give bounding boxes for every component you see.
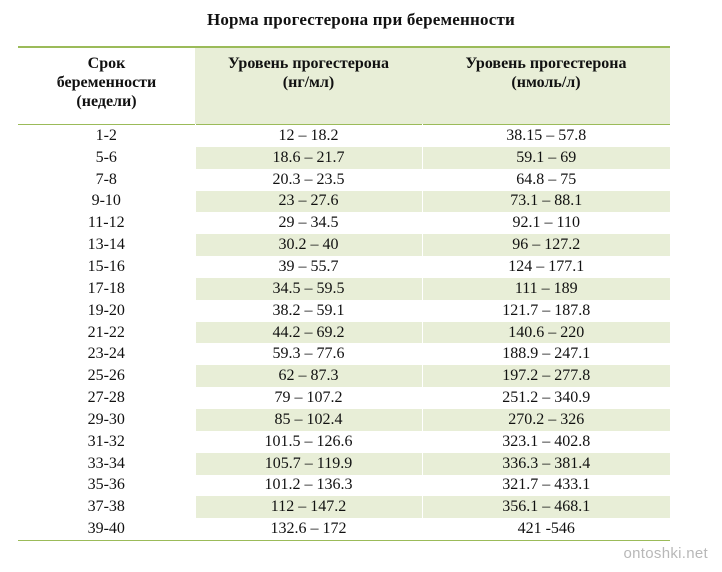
cell-level-nmol-l: 140.6 – 220 <box>422 322 670 344</box>
table-row <box>18 387 670 409</box>
table-row <box>18 343 670 365</box>
header-line: (недели) <box>76 93 137 110</box>
cell-level-ng-ml: 34.5 – 59.5 <box>195 278 422 300</box>
cell-level-nmol-l: 356.1 – 468.1 <box>422 496 670 518</box>
cell-level-ng-ml: 39 – 55.7 <box>195 256 422 278</box>
cell-level-nmol-l: 111 – 189 <box>422 278 670 300</box>
table-row <box>18 212 670 234</box>
cell-level-nmol-l: 251.2 – 340.9 <box>422 387 670 409</box>
cell-level-nmol-l: 270.2 – 326 <box>422 409 670 431</box>
table-row <box>18 169 670 191</box>
table-row <box>18 496 670 518</box>
cell-level-nmol-l: 92.1 – 110 <box>422 212 670 234</box>
header-level-nmol-l <box>422 47 670 125</box>
cell-level-ng-ml: 112 – 147.2 <box>195 496 422 518</box>
cell-term-weeks: 7-8 <box>18 169 195 191</box>
header-line: Срок <box>87 55 126 72</box>
cell-term-weeks: 19-20 <box>18 300 195 322</box>
header-line: беременности <box>56 74 157 91</box>
cell-term-weeks: 23-24 <box>18 343 195 365</box>
table-row <box>18 475 670 497</box>
cell-level-nmol-l: 321.7 – 433.1 <box>422 475 670 497</box>
table-row <box>18 409 670 431</box>
table-row <box>18 256 670 278</box>
header-term-weeks <box>18 47 195 125</box>
table-row <box>18 278 670 300</box>
cell-term-weeks: 17-18 <box>18 278 195 300</box>
cell-level-ng-ml: 85 – 102.4 <box>195 409 422 431</box>
cell-term-weeks: 11-12 <box>18 212 195 234</box>
cell-level-nmol-l: 323.1 – 402.8 <box>422 431 670 453</box>
table-row <box>18 322 670 344</box>
cell-level-ng-ml: 44.2 – 69.2 <box>195 322 422 344</box>
cell-level-ng-ml: 29 – 34.5 <box>195 212 422 234</box>
cell-term-weeks: 31-32 <box>18 431 195 453</box>
cell-level-nmol-l: 124 – 177.1 <box>422 256 670 278</box>
cell-term-weeks: 37-38 <box>18 496 195 518</box>
cell-level-ng-ml: 59.3 – 77.6 <box>195 343 422 365</box>
cell-level-nmol-l: 96 – 127.2 <box>422 234 670 256</box>
cell-term-weeks: 29-30 <box>18 409 195 431</box>
table-row <box>18 365 670 387</box>
cell-level-nmol-l: 59.1 – 69 <box>422 147 670 169</box>
cell-level-ng-ml: 30.2 – 40 <box>195 234 422 256</box>
header-line: Уровень прогестерона <box>228 55 389 72</box>
cell-term-weeks: 1-2 <box>18 125 195 147</box>
header-row <box>18 47 670 125</box>
cell-term-weeks: 21-22 <box>18 322 195 344</box>
cell-level-ng-ml: 101.5 – 126.6 <box>195 431 422 453</box>
cell-level-nmol-l: 421 -546 <box>422 518 670 540</box>
table-row <box>18 518 670 540</box>
page-title: Норма прогестерона при беременности <box>206 10 516 29</box>
cell-level-ng-ml: 12 – 18.2 <box>195 125 422 147</box>
cell-term-weeks: 33-34 <box>18 453 195 475</box>
table-row <box>18 453 670 475</box>
cell-level-ng-ml: 18.6 – 21.7 <box>195 147 422 169</box>
table-row <box>18 234 670 256</box>
cell-term-weeks: 9-10 <box>18 191 195 213</box>
cell-level-nmol-l: 197.2 – 277.8 <box>422 365 670 387</box>
cell-level-nmol-l: 121.7 – 187.8 <box>422 300 670 322</box>
cell-level-ng-ml: 101.2 – 136.3 <box>195 475 422 497</box>
table-header <box>18 47 670 125</box>
watermark: ontoshki.net <box>623 545 708 562</box>
cell-level-ng-ml: 132.6 – 172 <box>195 518 422 540</box>
header-line: Уровень прогестерона <box>465 55 627 72</box>
cell-level-nmol-l: 64.8 – 75 <box>422 169 670 191</box>
cell-level-nmol-l: 188.9 – 247.1 <box>422 343 670 365</box>
cell-level-ng-ml: 20.3 – 23.5 <box>195 169 422 191</box>
progesterone-table <box>18 46 670 541</box>
cell-term-weeks: 27-28 <box>18 387 195 409</box>
table-row <box>18 125 670 147</box>
header-line: (нг/мл) <box>282 74 335 91</box>
header-level-ng-ml <box>195 47 422 125</box>
cell-term-weeks: 39-40 <box>18 518 195 540</box>
cell-level-nmol-l: 38.15 – 57.8 <box>422 125 670 147</box>
cell-level-ng-ml: 23 – 27.6 <box>195 191 422 213</box>
cell-level-ng-ml: 38.2 – 59.1 <box>195 300 422 322</box>
cell-level-nmol-l: 336.3 – 381.4 <box>422 453 670 475</box>
table-row <box>18 191 670 213</box>
table-body <box>18 125 670 541</box>
cell-term-weeks: 15-16 <box>18 256 195 278</box>
cell-level-ng-ml: 105.7 – 119.9 <box>195 453 422 475</box>
table-row <box>18 431 670 453</box>
header-line: (нмоль/л) <box>511 74 581 91</box>
cell-level-ng-ml: 79 – 107.2 <box>195 387 422 409</box>
cell-level-ng-ml: 62 – 87.3 <box>195 365 422 387</box>
cell-term-weeks: 25-26 <box>18 365 195 387</box>
cell-term-weeks: 13-14 <box>18 234 195 256</box>
cell-term-weeks: 35-36 <box>18 475 195 497</box>
cell-level-nmol-l: 73.1 – 88.1 <box>422 191 670 213</box>
cell-term-weeks: 5-6 <box>18 147 195 169</box>
table-row <box>18 147 670 169</box>
table-row <box>18 300 670 322</box>
